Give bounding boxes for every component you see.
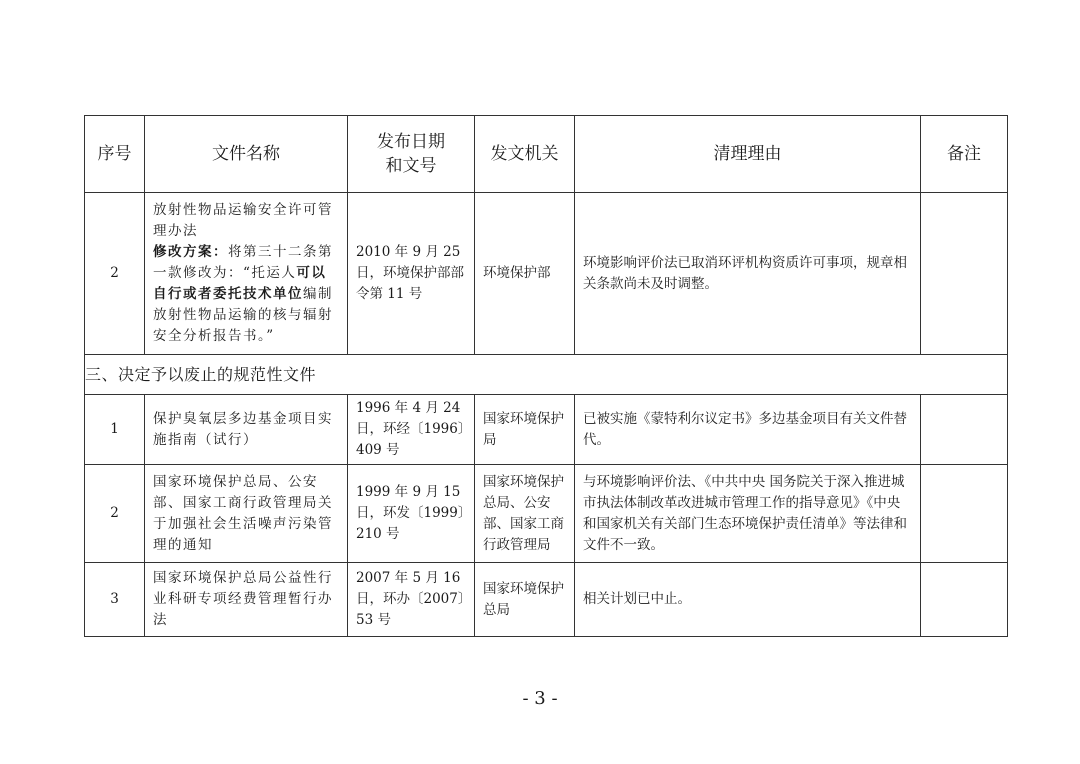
row-date-ref [348,563,475,637]
section-row [85,355,1008,395]
row-reason [575,465,921,563]
row-date-ref [348,395,475,465]
header-reason: 清理理由 [575,116,921,193]
row-issuer-text: 国家环境保护总局 [483,580,564,618]
table-row [85,193,1008,355]
row-reason-text: 相关计划已中止。 [583,591,691,607]
row-index: 3 [85,563,145,637]
row-doc-name-content [145,197,347,350]
row-doc-name [145,395,348,465]
row-issuer-text: 国家环境保护总局、公安部、国家工商行政管理局 [483,473,564,553]
amend-bold-text: 可以自行或者委托技术单位 [153,265,327,302]
header-date-ref-text: 发布日期和文号 [377,132,445,176]
table-row [85,563,1008,637]
header-note: 备注 [921,116,1008,193]
row-reason-text: 环境影响评价法已取消环评机构资质许可事项，规章相关条款尚未及时调整。 [583,254,907,292]
header-index: 序号 [85,116,145,193]
doc-title: 放射性物品运输安全许可管理办法 [153,202,333,239]
row-date-ref-text: 2010 年 9 月 25 日，环境保护部部令第 11 号 [356,244,464,302]
section-title: 三、决定予以废止的规范性文件 [85,355,1008,395]
row-doc-name-text: 国家环境保护总局公益性行业科研专项经费管理暂行办法 [153,570,333,628]
table-header-row [85,116,1008,193]
row-doc-name-text: 保护臭氧层多边基金项目实施指南（试行） [153,410,333,448]
row-note [921,563,1008,637]
amend-text-2: 编制放射性物品运输的核与辐射安全分析报告书。” [153,286,333,344]
row-date-ref-text: 1999 年 9 月 15 日，环发〔1999〕210 号 [356,484,465,542]
row-reason [575,563,921,637]
row-issuer [475,465,575,563]
amend-text-1: 将第三十二条第一款修改为：“托运人 [153,244,333,281]
row-date-ref-text: 2007 年 5 月 16 日，环办〔2007〕53 号 [356,570,465,628]
row-doc-name-text: 国家环境保护总局、公安部、国家工商行政管理局关于加强社会生活噪声污染管理的通知 [153,473,333,553]
row-reason-text: 已被实施《蒙特利尔议定书》多边基金项目有关文件替代。 [583,410,907,448]
row-doc-name [145,563,348,637]
row-note [921,465,1008,563]
header-issuer: 发文机关 [475,116,575,193]
row-issuer-text: 国家环境保护局 [483,410,564,448]
row-issuer-text: 环境保护部 [483,265,551,281]
table-row [85,465,1008,563]
row-issuer [475,395,575,465]
regulation-cleanup-table [84,115,1008,637]
header-doc-name: 文件名称 [145,116,348,193]
row-issuer [475,563,575,637]
header-date-ref [348,116,475,193]
amend-label: 修改方案： [153,244,228,260]
table-row [85,395,1008,465]
row-doc-name [145,465,348,563]
row-issuer [475,193,575,355]
row-date-ref [348,193,475,355]
row-index: 2 [85,193,145,355]
row-index: 1 [85,395,145,465]
row-reason [575,193,921,355]
row-reason-text: 与环境影响评价法、《中共中央 国务院关于深入推进城市执法体制改革改进城市管理工作的指导意见》《中央和国家机关有关部门生态环境保护责任清单》等法律和文件不一致。 [583,473,907,553]
row-index: 2 [85,465,145,563]
row-note [921,395,1008,465]
row-date-ref [348,465,475,563]
row-doc-name [145,193,348,355]
page-number: - 3 - [522,688,558,709]
row-note [921,193,1008,355]
row-date-ref-text: 1996 年 4 月 24 日，环经〔1996〕409 号 [356,400,465,458]
row-reason [575,395,921,465]
